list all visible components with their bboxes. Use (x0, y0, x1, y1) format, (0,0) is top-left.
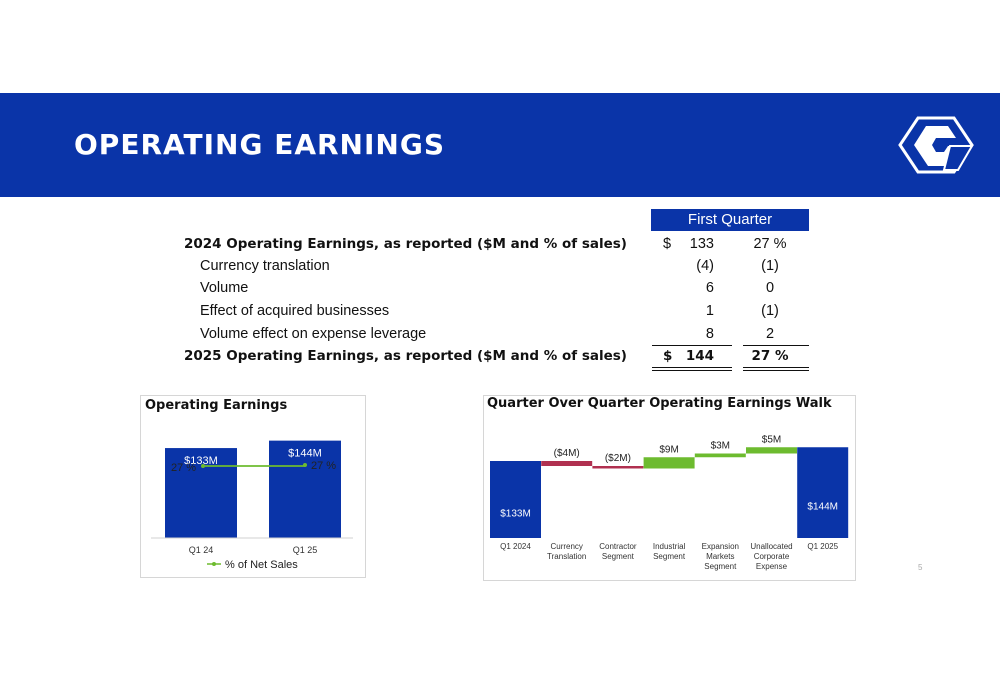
x-tick-label: Currency (550, 542, 583, 551)
line-data-label: 27 % (171, 462, 197, 474)
x-tick-label: Q1 25 (292, 545, 318, 555)
row-amount: 8 (705, 326, 714, 342)
operating-earnings-chart-title: Operating Earnings (145, 398, 288, 413)
line-data-label: 27 % (311, 460, 337, 472)
x-tick-label: Expense (755, 562, 788, 571)
row-amount: 133 (689, 236, 714, 252)
waterfall-bar (592, 466, 643, 469)
table-row (0, 348, 1000, 370)
row-label: Currency translation (200, 258, 330, 274)
waterfall-bar (797, 447, 848, 538)
x-tick-label: Markets (706, 552, 735, 561)
row-label: 2024 Operating Earnings, as reported ($M and % of sales) (184, 236, 627, 252)
table-header-first-quarter: First Quarter (651, 209, 809, 231)
total-double-underline (743, 367, 809, 371)
waterfall-bar (644, 457, 695, 468)
row-label: Volume (200, 280, 249, 296)
waterfall-data-label: $133M (500, 508, 531, 520)
bar-data-label: $144M (288, 447, 322, 460)
table-row (0, 303, 1000, 325)
waterfall-chart-title: Quarter Over Quarter Operating Earnings Walk (487, 396, 832, 411)
x-tick-label: Q1 24 (188, 545, 214, 555)
row-label: 2025 Operating Earnings, as reported ($M and % of sales) (184, 348, 627, 364)
table-row (0, 326, 1000, 348)
row-label: Effect of acquired businesses (200, 303, 390, 319)
row-pct: 0 (765, 280, 775, 296)
operating-earnings-chart (141, 396, 363, 575)
table-row (0, 236, 1000, 258)
x-tick-label: Segment (653, 552, 686, 561)
x-tick-label: Corporate (753, 552, 790, 561)
waterfall-data-label: ($4M) (553, 448, 580, 459)
waterfall-bar (746, 447, 797, 453)
x-tick-label: Translation (547, 552, 587, 561)
bar-data-label: $133M (184, 455, 218, 468)
slide-title: OPERATING EARNINGS (74, 128, 445, 161)
row-label: Volume effect on expense leverage (200, 326, 427, 342)
waterfall-data-label: ($2M) (604, 453, 631, 464)
row-amount: 1 (705, 303, 714, 319)
row-pct: (1) (761, 258, 779, 274)
x-tick-label: Segment (704, 562, 737, 571)
table-row (0, 280, 1000, 302)
row-dollar: $ (663, 236, 672, 252)
subtotal-underline (652, 345, 732, 346)
waterfall-bar (541, 461, 592, 466)
row-pct: 2 (765, 326, 775, 342)
waterfall-data-label: $5M (761, 434, 782, 446)
line-point (303, 463, 307, 467)
page-number: 5 (918, 563, 923, 572)
x-tick-label: Unallocated (750, 542, 793, 551)
total-double-underline (652, 367, 732, 371)
x-tick-label: Expansion (701, 542, 739, 551)
x-tick-label: Contractor (599, 542, 637, 551)
row-pct: 27 % (753, 236, 787, 252)
company-logo-icon (898, 116, 974, 174)
waterfall-chart (484, 396, 853, 578)
row-pct: (1) (761, 303, 779, 319)
row-pct: 27 % (751, 348, 789, 364)
x-tick-label: Q1 2024 (500, 542, 531, 551)
legend-label: % of Net Sales (225, 559, 298, 571)
row-amount: (4) (696, 258, 714, 274)
table-row (0, 258, 1000, 280)
x-tick-label: Industrial (652, 542, 686, 551)
row-dollar: $ (663, 348, 673, 364)
x-tick-label: Segment (601, 552, 634, 561)
row-amount: 6 (705, 280, 714, 296)
row-amount: 144 (685, 348, 714, 364)
waterfall-data-label: $144M (807, 501, 838, 513)
subtotal-underline (743, 345, 809, 346)
legend-marker-icon (212, 562, 216, 566)
waterfall-data-label: $3M (710, 440, 731, 452)
x-tick-label: Q1 2025 (807, 542, 839, 551)
waterfall-data-label: $9M (659, 444, 679, 456)
waterfall-bar (490, 461, 541, 538)
waterfall-bar (695, 454, 746, 458)
